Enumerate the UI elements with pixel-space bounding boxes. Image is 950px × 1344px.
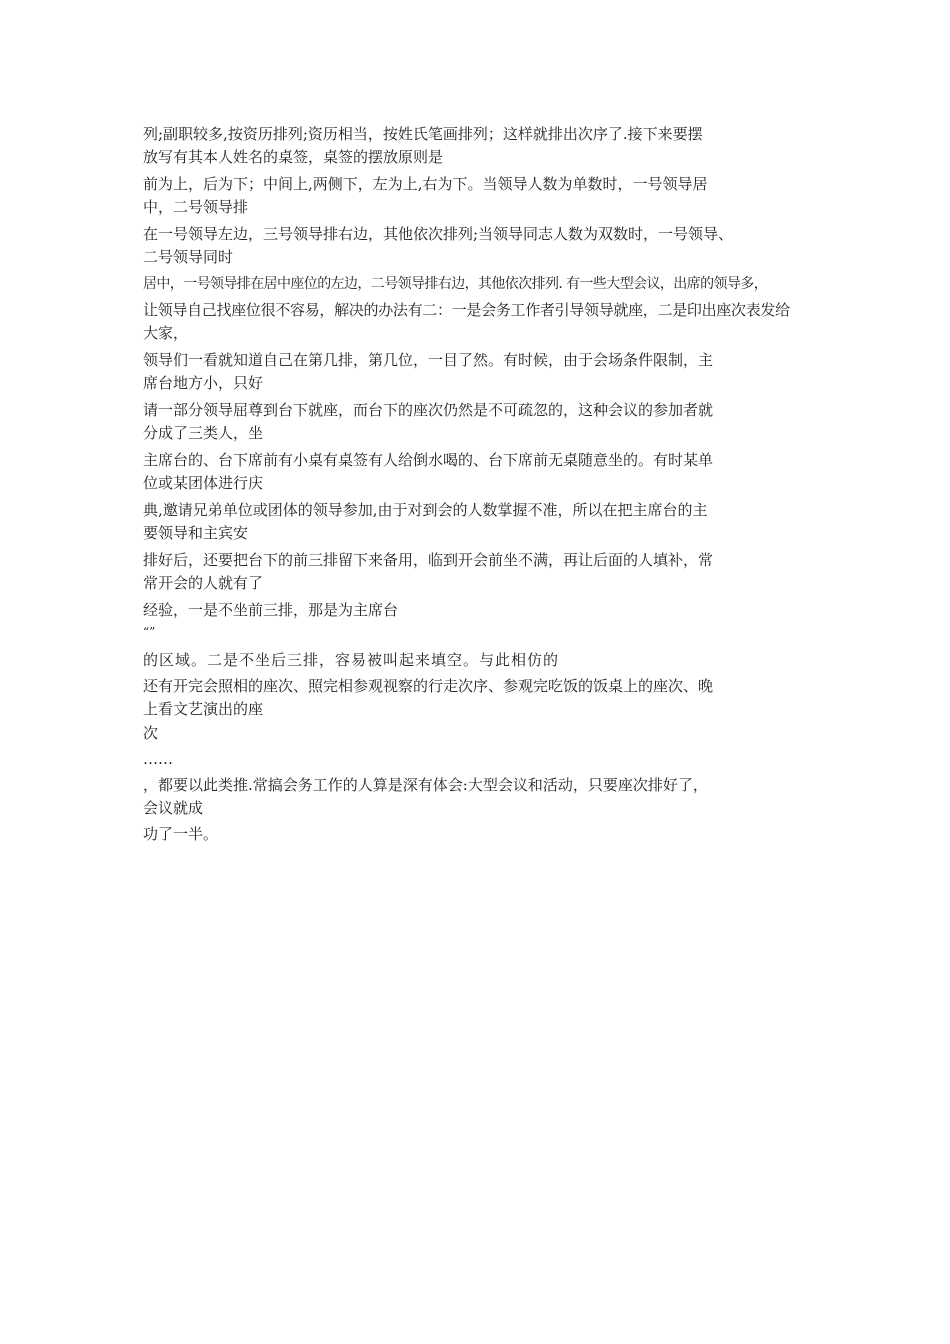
text-line: 排好后，还要把台下的前三排留下来备用，临到开会前坐不满，再让后面的人填补，常 <box>143 551 714 569</box>
text-line: 列;副职较多,按资历排列;资历相当，按姓氏笔画排列；这样就排出次序了.接下来要摆 <box>143 125 703 143</box>
text-line: 席台地方小，只好 <box>143 374 264 392</box>
text-line: 功了一半。 <box>143 825 219 843</box>
text-line: 的区域。二是不坐后三排，容易被叫起来填空。与此相仿的 <box>143 651 560 669</box>
text-line: 大家， <box>143 324 189 342</box>
text-line: 居中，一号领导排在居中座位的左边，二号领导排右边，其他依次排列. 有一些大型会议，出席的领导多， <box>143 276 768 292</box>
text-line: 领导们一看就知道自己在第几排，第几位，一目了然。有时候，由于会场条件限制，主 <box>143 351 714 369</box>
text-line: 位或某团体进行庆 <box>143 474 264 492</box>
text-line: 要领导和主宾安 <box>143 524 249 542</box>
text-line: ，都要以此类推.常搞会务工作的人算是深有体会:大型会议和活动，只要座次排好了， <box>143 776 708 794</box>
text-line: 常开会的人就有了 <box>143 574 264 592</box>
text-line: 次 <box>143 724 159 742</box>
text-line: 请一部分领导屈尊到台下就座，而台下的座次仍然是不可疏忽的，这种会议的参加者就 <box>143 401 714 419</box>
text-line: 中，二号领导排 <box>143 198 249 216</box>
text-line: 会议就成 <box>143 799 204 817</box>
ellipsis: …… <box>143 750 173 768</box>
text-line: 主席台的、台下席前有小桌有桌签有人给倒水喝的、台下席前无桌随意坐的。有时某单 <box>143 451 714 469</box>
text-line: 让领导自己找座位很不容易，解决的办法有二：一是会务工作者引导领导就座，二是印出座次表发给 <box>143 301 790 319</box>
quote-marks: “” <box>143 625 156 639</box>
text-line: 分成了三类人，坐 <box>143 424 264 442</box>
text-line: 二号领导同时 <box>143 248 234 266</box>
text-line: 在一号领导左边，三号领导排右边，其他依次排列;当领导同志人数为双数时，一号领导、 <box>143 225 734 243</box>
text-line: 前为上，后为下；中间上,两侧下，左为上,右为下。当领导人数为单数时，一号领导居 <box>143 175 708 193</box>
text-line: 还有开完会照相的座次、照完相参观视察的行走次序、参观完吃饭的饭桌上的座次、晚 <box>143 677 714 695</box>
text-line: 放写有其本人姓名的桌签，桌签的摆放原则是 <box>143 148 444 166</box>
text-line: 经验，一是不坐前三排，那是为主席台 <box>143 601 399 619</box>
text-line: 上看文艺演出的座 <box>143 700 264 718</box>
text-line: 典,邀请兄弟单位或团体的领导参加,由于对到会的人数掌握不准，所以在把主席台的主 <box>143 501 708 519</box>
